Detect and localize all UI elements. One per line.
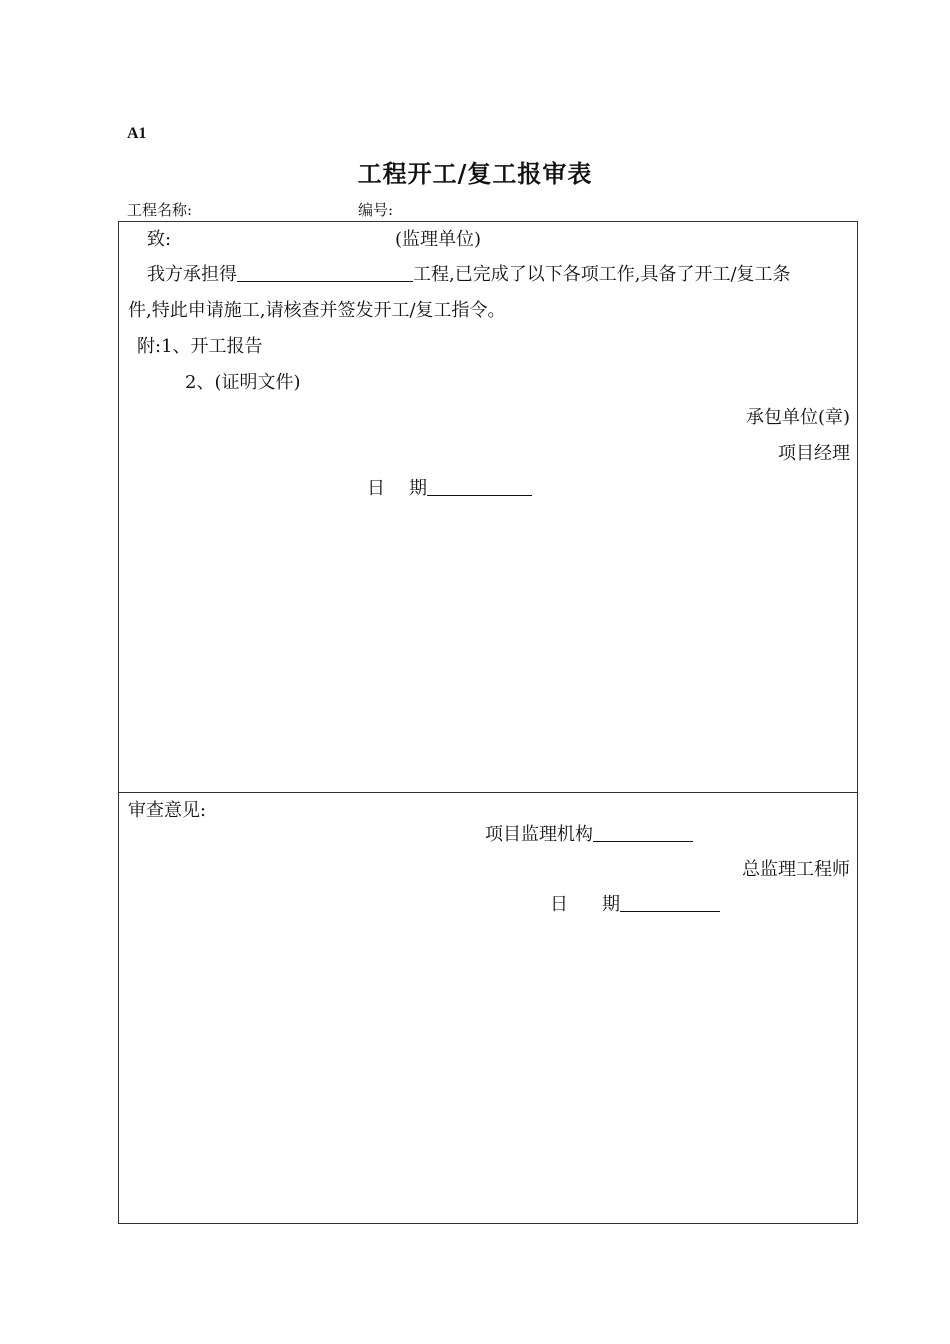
body-prefix: 我方承担得	[147, 264, 237, 285]
date-label-a: 日	[367, 478, 385, 499]
application-body-line2: 件,特此申请施工,请核查并签发开工/复工指令。	[128, 300, 506, 321]
application-date	[367, 474, 532, 500]
project-manager-label: 项目经理	[778, 443, 850, 464]
supervision-org-label: 项目监理机构	[485, 824, 593, 845]
section-divider	[118, 792, 858, 793]
date-label-b: 期	[409, 478, 427, 499]
review-date-label-b: 期	[602, 894, 620, 915]
form-code: A1	[127, 125, 147, 142]
supervision-org-blank-line	[593, 823, 693, 842]
supervisor-unit-label: (监理单位)	[395, 229, 482, 250]
body-line1-suffix: 工程,已完成了以下各项工作,具备了开工/复工条	[413, 264, 791, 285]
review-date	[550, 890, 720, 916]
supervision-org-row	[485, 820, 693, 846]
contractor-seal-label: 承包单位(章)	[745, 407, 850, 428]
review-date-blank-line	[620, 893, 720, 912]
to-label: 致:	[147, 229, 172, 250]
application-body-line1	[147, 260, 791, 286]
attachment-1: 附:1、开工报告	[137, 336, 263, 357]
serial-number-label: 编号:	[358, 201, 394, 219]
review-date-label-a: 日	[550, 894, 568, 915]
page-title: 工程开工/复工报审表	[357, 159, 593, 188]
review-opinion-label: 审查意见:	[128, 800, 207, 821]
project-blank-line	[237, 263, 413, 282]
attachment-2: 2、(证明文件)	[185, 372, 301, 393]
project-name-label: 工程名称:	[127, 201, 193, 219]
chief-engineer-label: 总监理工程师	[742, 859, 850, 880]
date-blank-line	[427, 477, 532, 496]
